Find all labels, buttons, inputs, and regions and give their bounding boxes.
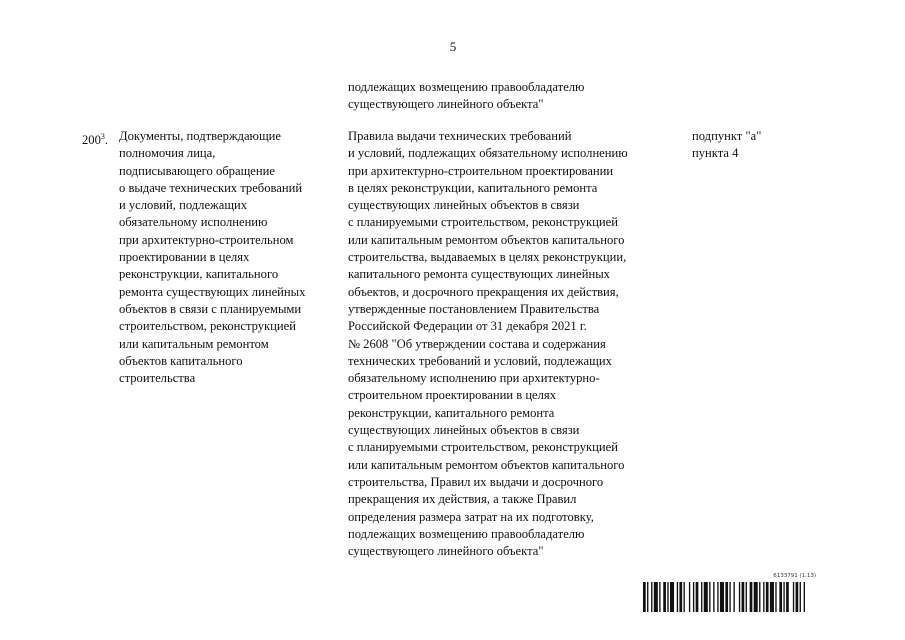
legal-act-line: № 2608 "Об утверждении состава и содержания: [348, 336, 606, 351]
continuation-line: подлежащих возмещению правообладателю: [348, 80, 585, 94]
legal-act-line: существующих линейных объектов в связи: [348, 423, 580, 438]
legal-act-line: существующего линейного объекта": [348, 544, 544, 559]
legal-act-line: существующих линейных объектов в связи: [348, 198, 580, 213]
document-line: строительства: [119, 371, 196, 386]
reference-line: пункта 4: [692, 146, 739, 161]
legal-act-column: [348, 128, 688, 560]
document-line: проектировании в целях: [119, 250, 250, 265]
row-number: [82, 128, 122, 149]
document-line: обязательному исполнению: [119, 215, 268, 230]
legal-act-line: строительства, Правил их выдачи и досрочного: [348, 474, 604, 489]
legal-act-line: капитального ремонта существующих линейных: [348, 267, 610, 282]
reference-column: [692, 128, 792, 163]
legal-act-line: утвержденные постановлением Правительства: [348, 301, 600, 316]
document-line: реконструкции, капитального: [119, 267, 279, 282]
legal-act-line: технических требований и условий, подлежащих: [348, 353, 612, 368]
document-line: при архитектурно-строительном: [119, 232, 294, 247]
barcode-icon: [643, 582, 861, 612]
document-line: Документы, подтверждающие: [119, 129, 281, 143]
legal-act-line: обязательному исполнению при архитектурно-: [348, 371, 600, 386]
legal-act-line: в целях реконструкции, капитального ремонта: [348, 180, 598, 195]
barcode: [643, 573, 861, 613]
legal-act-line: при архитектурно-строительном проектировании: [348, 163, 614, 178]
legal-act-line: Российской Федерации от 31 декабря 2021 г.: [348, 319, 587, 334]
legal-act-line: или капитальным ремонтом объектов капитального: [348, 232, 625, 247]
page-number: 5: [449, 39, 457, 54]
legal-act-line: или капитальным ремонтом объектов капитального: [348, 457, 625, 472]
document-line: или капитальным ремонтом: [119, 336, 269, 351]
document-line: полномочия лица,: [119, 146, 216, 161]
legal-act-line: определения размера затрат на их подготовку,: [348, 509, 594, 524]
document-line: строительством, реконструкцией: [119, 319, 296, 334]
barcode-id: 6133791 (1.13): [773, 573, 816, 579]
legal-act-line: и условий, подлежащих обязательному исполнению: [348, 146, 628, 161]
legal-act-line: подлежащих возмещению правообладателю: [348, 526, 585, 541]
document-line: объектов капитального: [119, 353, 243, 368]
legal-act-line: прекращения их действия, а также Правил: [348, 492, 577, 507]
document-line: объектов в связи с планируемыми: [119, 301, 302, 316]
row-number-main: 200: [82, 133, 101, 147]
continuation-text: [348, 79, 688, 114]
legal-act-line: с планируемыми строительством, реконструкцией: [348, 215, 618, 230]
row-number-superscript: 3: [100, 132, 105, 141]
legal-act-line: объектов, и досрочного прекращения их действия,: [348, 284, 619, 299]
document-column: [119, 128, 347, 387]
document-line: и условий, подлежащих: [119, 198, 248, 213]
document-line: о выдаче технических требований: [119, 180, 303, 195]
legal-act-line: с планируемыми строительством, реконструкцией: [348, 440, 618, 455]
document-line: ремонта существующих линейных: [119, 284, 306, 299]
reference-line: подпункт "а": [692, 129, 762, 143]
continuation-line: существующего линейного объекта": [348, 97, 544, 112]
legal-act-line: строительном проектировании в целях: [348, 388, 557, 403]
legal-act-line: строительства, выдаваемых в целях реконструкции,: [348, 250, 627, 265]
legal-act-line: Правила выдачи технических требований: [348, 129, 572, 143]
document-line: подписывающего обращение: [119, 163, 275, 178]
row-number-suffix: .: [104, 133, 109, 147]
legal-act-line: реконструкции, капитального ремонта: [348, 405, 555, 420]
